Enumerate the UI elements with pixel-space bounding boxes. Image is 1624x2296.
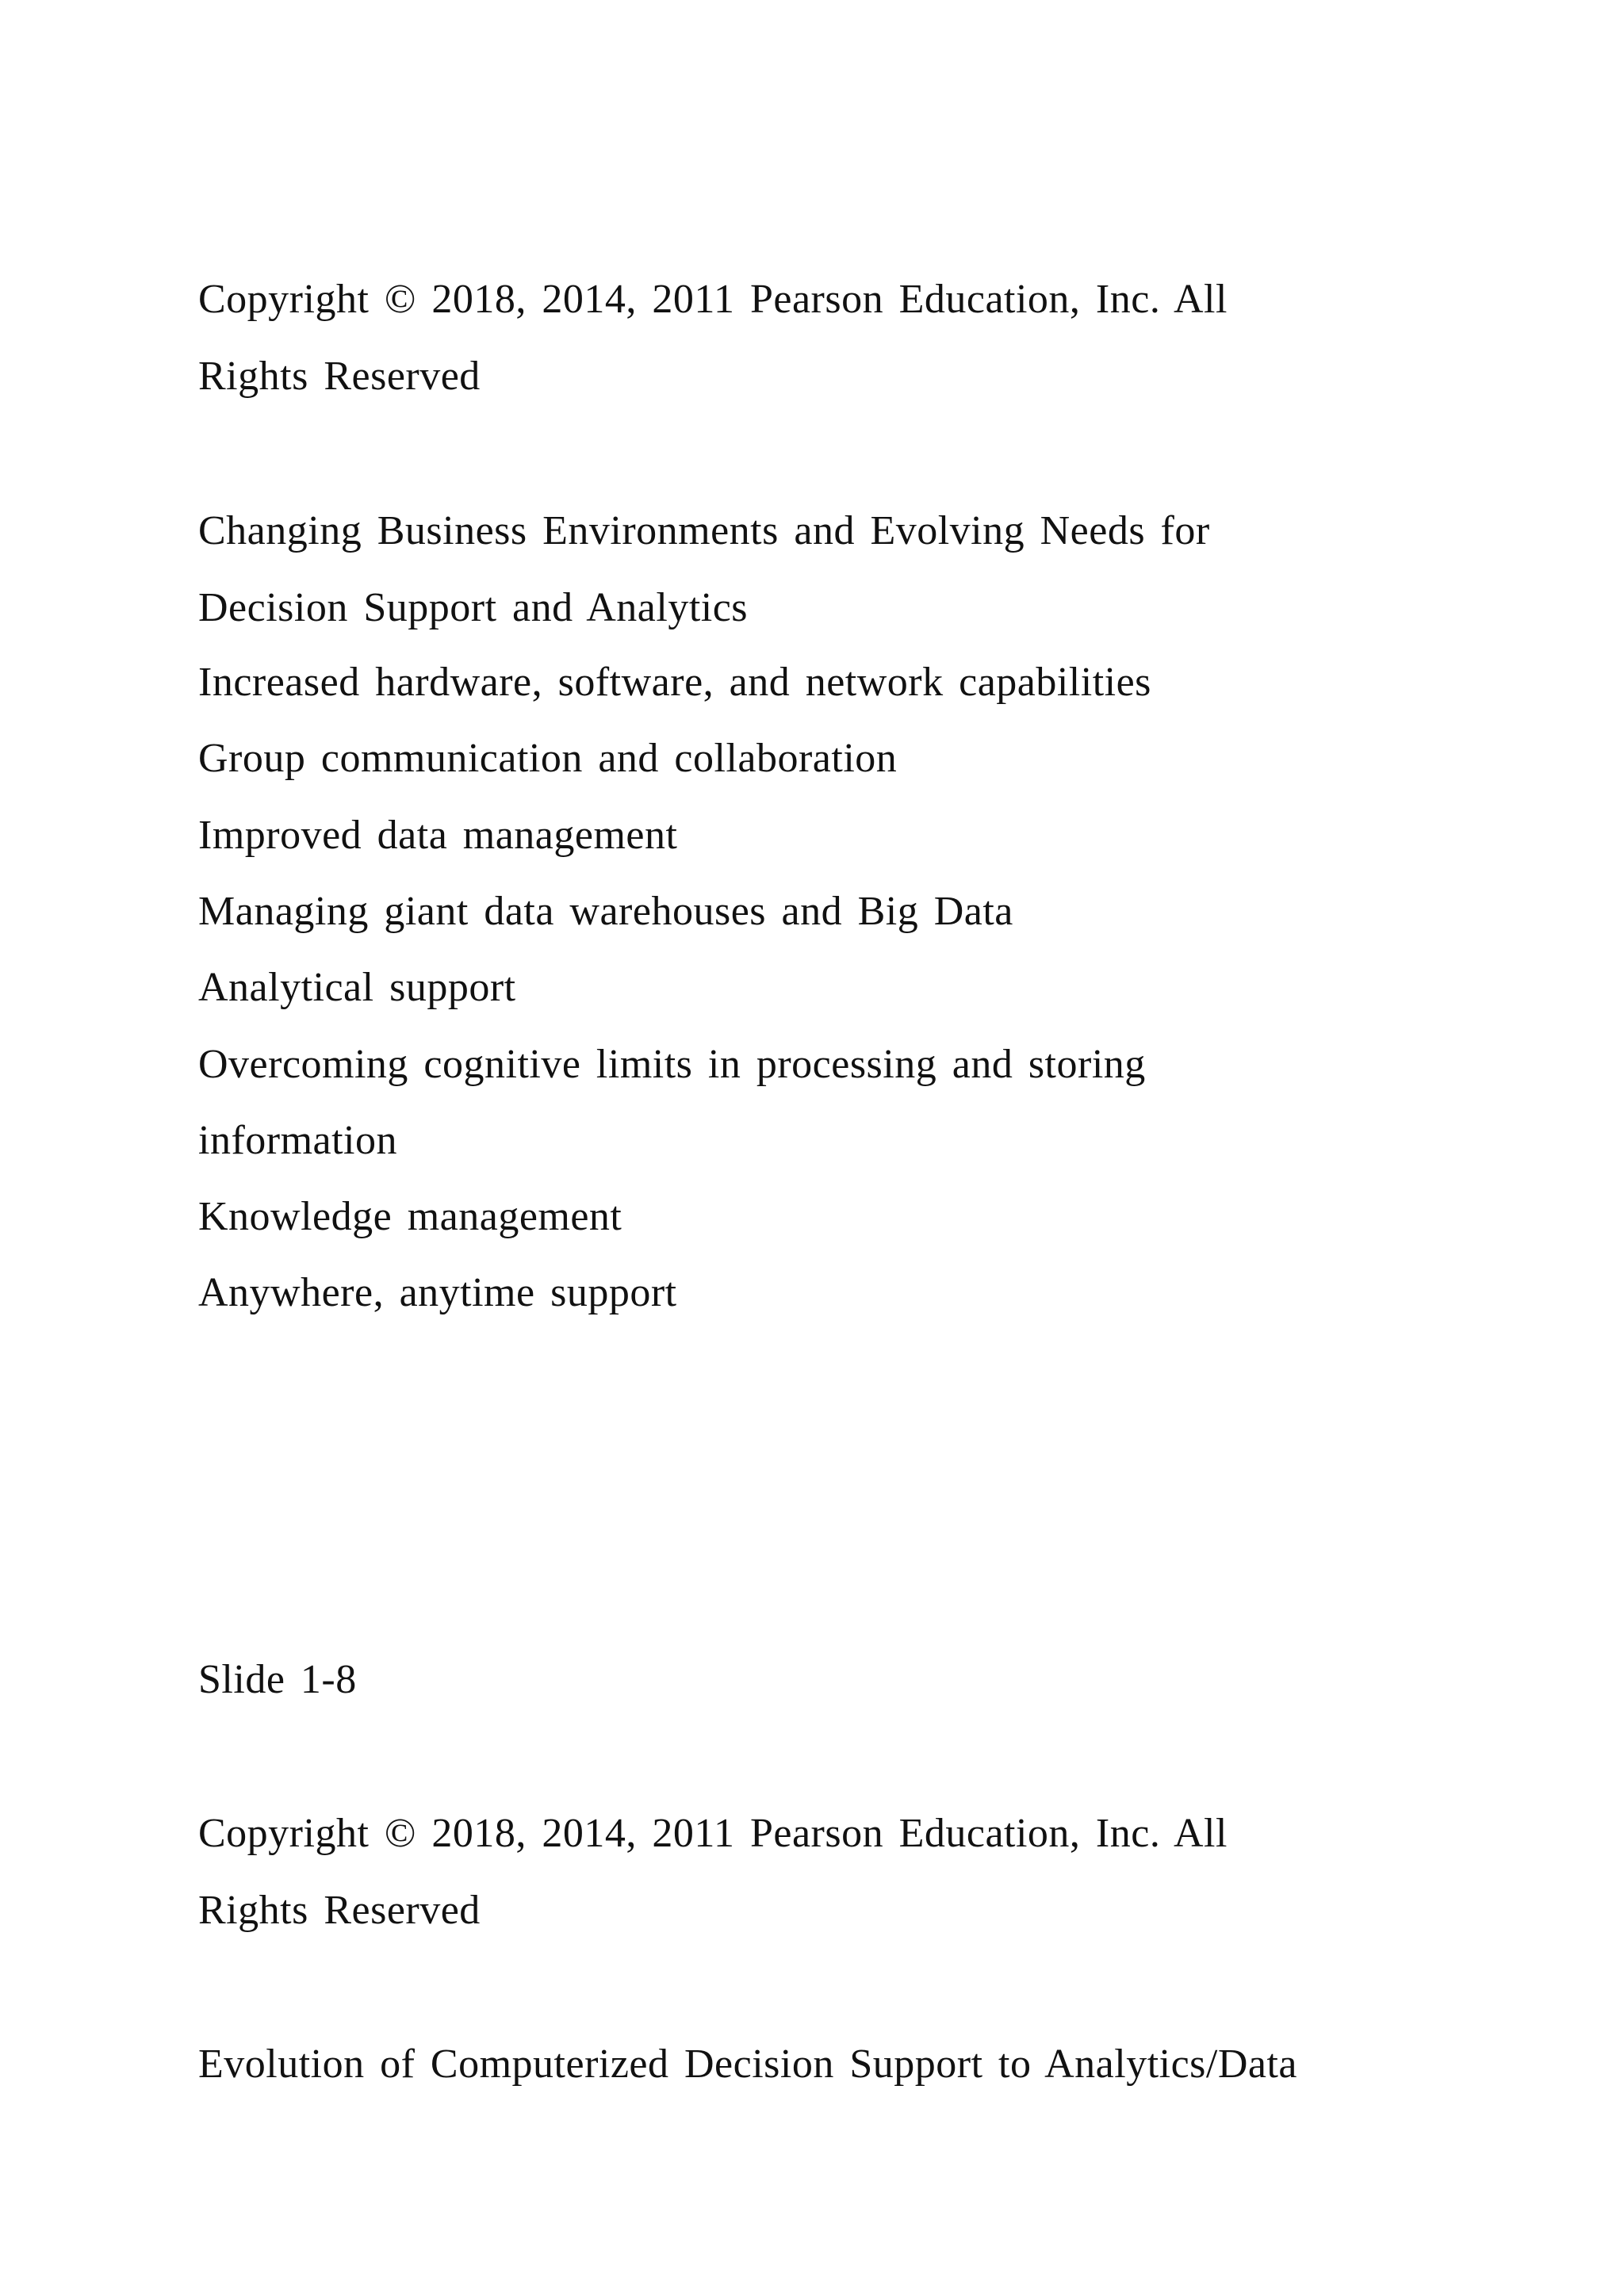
section-heading: Decision Support and Analytics — [198, 585, 749, 630]
list-item: information — [198, 1118, 398, 1163]
list-item: Overcoming cognitive limits in processing and storing — [198, 1042, 1146, 1087]
list-item: Analytical support — [198, 965, 516, 1010]
section-heading: Evolution of Computerized Decision Support to Analytics/Data — [198, 2042, 1298, 2087]
list-item: Anywhere, anytime support — [198, 1270, 677, 1315]
copyright-notice-line: Rights Reserved — [198, 354, 481, 399]
section-heading: Changing Business Environments and Evolving Needs for — [198, 508, 1210, 553]
list-item: Improved data management — [198, 813, 678, 858]
slide-number: Slide 1-8 — [198, 1657, 357, 1702]
list-item: Knowledge management — [198, 1194, 622, 1239]
list-item: Group communication and collaboration — [198, 736, 898, 781]
copyright-notice-line: Rights Reserved — [198, 1888, 481, 1933]
list-item: Managing giant data warehouses and Big Data — [198, 889, 1013, 934]
copyright-notice-line: Copyright © 2018, 2014, 2011 Pearson Education, Inc. All — [198, 277, 1228, 322]
copyright-notice-line: Copyright © 2018, 2014, 2011 Pearson Education, Inc. All — [198, 1811, 1228, 1856]
list-item: Increased hardware, software, and network capabilities — [198, 660, 1151, 705]
